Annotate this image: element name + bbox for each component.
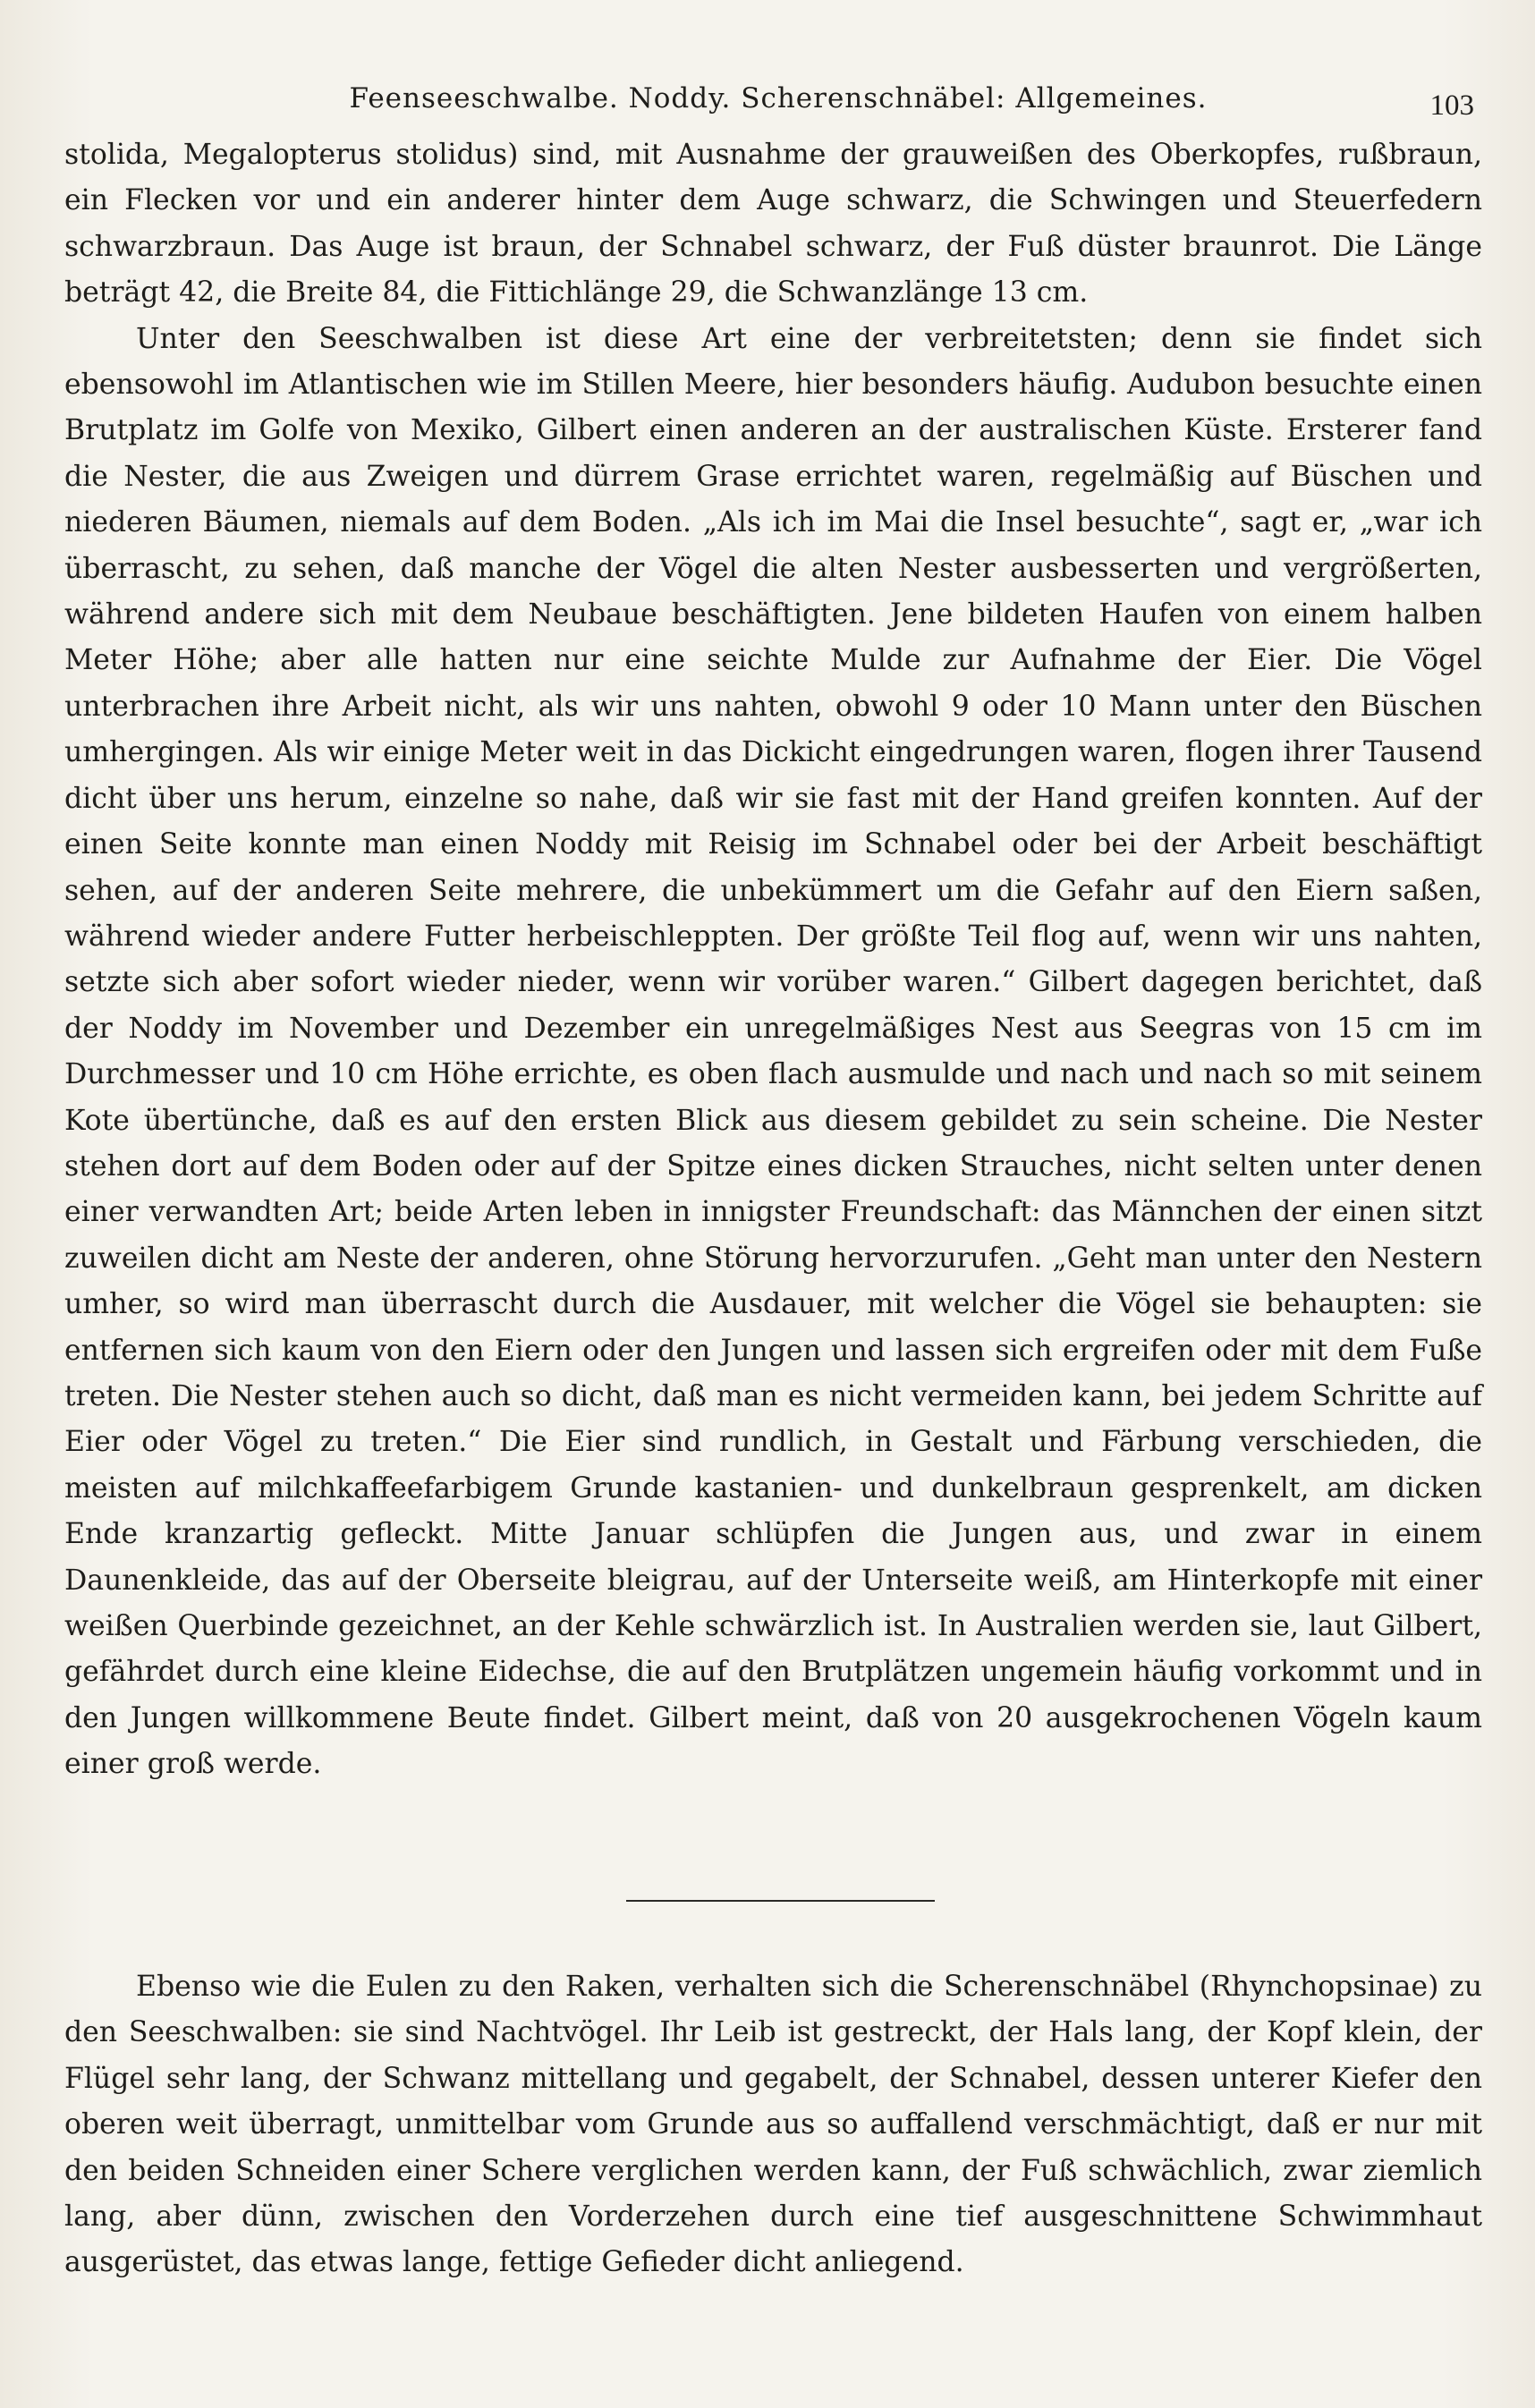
paragraph-noddy-breeding: Unter den Seeschwalben ist diese Art eine der verbreitetsten; denn sie findet sich ebensowohl im Atlantischen wie im Stillen Meere, hier besonders häufig. Audubon besuchte einen Brutplatz im Golfe von Mexiko, Gilbert einen anderen an der australischen Küste. Ersterer fand die Nester, die aus Zweigen und dürrem Grase errichtet waren, regelmäßig auf Büschen und niederen Bäumen, niemals auf dem Boden. „Als ich im Mai die Insel besuchte“, sagt er, „war ich überrascht, zu sehen, daß manche der Vögel die alten Nester ausbesserten und vergrößerten, während andere sich mit dem Neubaue beschäftigten. Jene bildeten Haufen von einem halben Meter Höhe; aber alle hatten nur eine seichte Mulde zur Aufnahme der Eier. Die Vögel unterbrachen ihre Arbeit nicht, als wir uns nahten, obwohl 9 oder 10 Mann unter den Büschen umhergingen. Als wir einige Meter weit in das Dickicht eingedrungen waren, flogen ihrer Tausend dicht über uns herum, einzelne so nahe, daß wir sie fast mit der Hand greifen konnten. Auf der einen Seite konnte man einen Noddy mit Reisig im Schnabel oder bei der Arbeit beschäftigt sehen, auf der anderen Seite mehrere, die unbekümmert um die Gefahr auf den Eiern saßen, während wieder andere Futter herbeischleppten. Der größte Teil flog auf, wenn wir uns nahten, setzte sich aber sofort wieder nieder, wenn wir vorüber waren.“ Gilbert dagegen berichtet, daß der Noddy im November und Dezember ein unregelmäßiges Nest aus Seegras von 15 cm im Durchmesser und 10 cm Höhe errichte, es oben flach ausmulde und nach und nach so mit seinem Kote übertünche, daß es auf den ersten Blick aus diesem gebildet zu sein scheine. Die Nester stehen dort auf dem Boden oder auf der Spitze eines dicken Strauches, nicht selten unter denen einer verwandten Art; beide Arten leben in innigster Freundschaft: das Männchen der einen sitzt zuweilen dicht am Neste der anderen, ohne Störung hervorzurufen. „Geht man unter den Nestern umher, so wird man überrascht durch die Ausdauer, mit welcher die Vögel sie behaupten: sie entfernen sich kaum von den Eiern oder den Jungen und lassen sich ergreifen oder mit dem Fuße treten. Die Nester stehen auch so dicht, daß man es nicht vermeiden kann, bei jedem Schritte auf Eier oder Vögel zu treten.“ Die Eier sind rundlich, in Gestalt und Färbung verschieden, die meisten auf milchkaffeefarbigem Grunde kastanien- und dunkelbraun gesprenkelt, am dicken Ende kranzartig gefleckt. Mitte Januar schlüpfen die Jungen aus, und zwar in einem Daunenkleide, das auf der Oberseite bleigrau, auf der Unterseite weiß, am Hinterkopfe mit einer weißen Querbinde gezeichnet, an der Kehle schwärzlich ist. In Australien werden sie, laut Gilbert, gefährdet durch eine kleine Eidechse, die auf den Brutplätzen ungemein häufig vorkommt und in den Jungen willkommene Beute findet. Gilbert meint, daß von 20 ausgekrochenen Vögeln kaum einer groß werde. <box>64 322 1482 1781</box>
body-text-section-1 <box>64 132 1482 1788</box>
running-head: Feenseeschwalbe. Noddy. Scherenschnäbel: Allgemeines. <box>349 82 1208 114</box>
page-number: 103 <box>1429 89 1474 122</box>
section-divider-rule <box>626 1900 935 1902</box>
paragraph-scherenschnaebel: Ebenso wie die Eulen zu den Raken, verhalten sich die Scherenschnäbel (Rhynchopsinae) zu den Seeschwalben: sie sind Nachtvögel. Ihr Leib ist gestreckt, der Hals lang, der Kopf klein, der Flügel sehr lang, der Schwanz mittellang und gegabelt, der Schnabel, dessen unterer Kiefer den oberen weit überragt, unmittelbar vom Grunde aus so auffallend verschmächtigt, daß er nur mit den beiden Schneiden einer Schere verglichen werden kann, der Fuß schwächlich, zwar ziemlich lang, aber dünn, zwischen den Vorderzehen durch eine tief ausgeschnittene Schwimmhaut ausgerüstet, das etwas lange, fettige Gefieder dicht anliegend. <box>64 1971 1482 2279</box>
body-text-section-2 <box>64 1964 1482 2286</box>
paragraph-continuation: stolida, Megalopterus stolidus) sind, mit Ausnahme der grauweißen des Oberkopfes, rußbraun, ein Flecken vor und ein anderer hinter dem Auge schwarz, die Schwingen und Steuerfedern schwarzbraun. Das Auge ist braun, der Schnabel schwarz, der Fuß düster braunrot. Die Länge beträgt 42, die Breite 84, die Fittichlänge 29, die Schwanzlänge 13 cm. <box>64 139 1482 309</box>
